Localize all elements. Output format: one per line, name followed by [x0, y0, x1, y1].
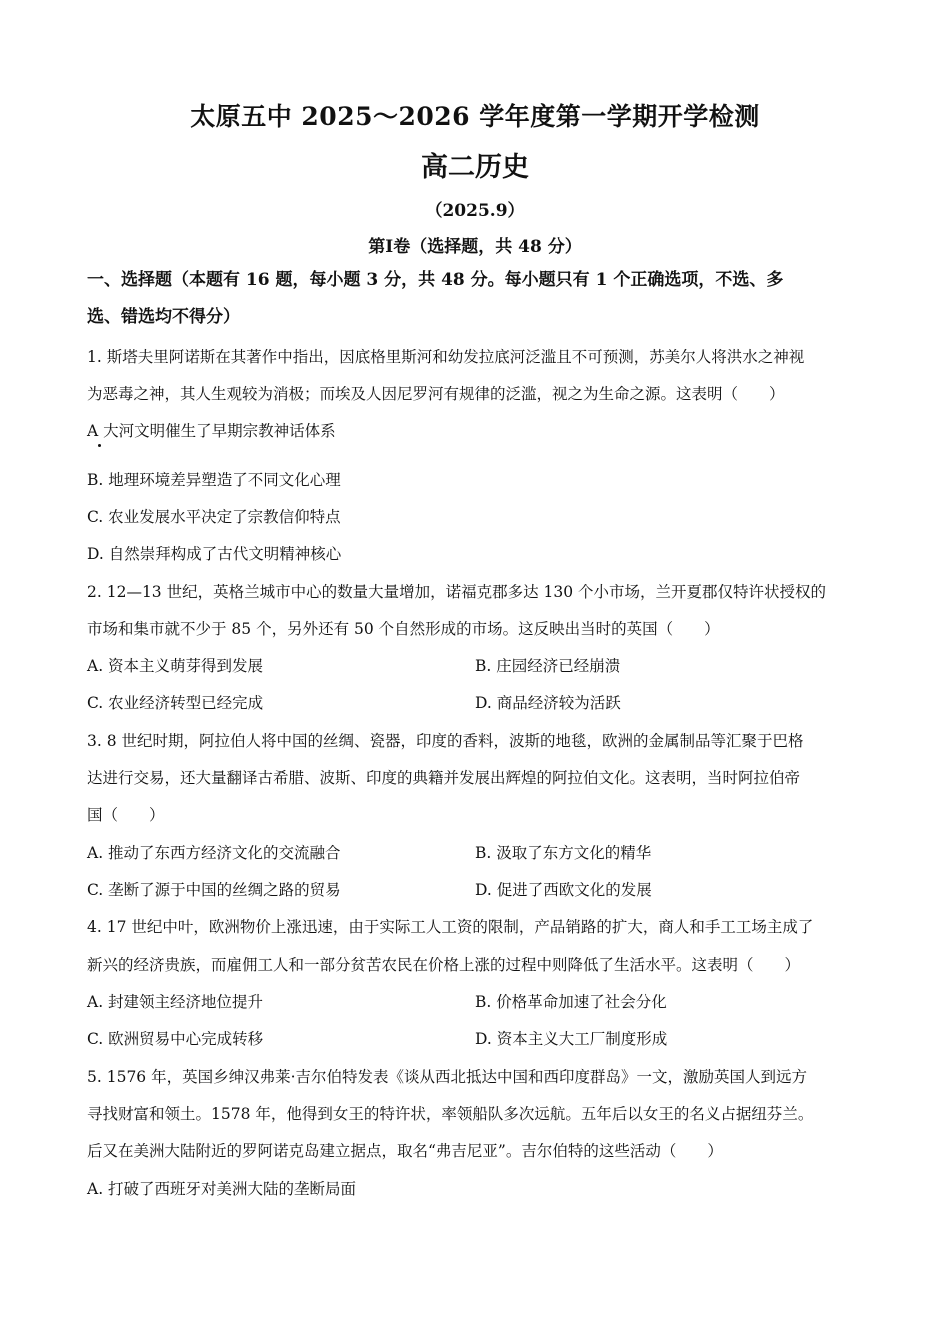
question-5-text: 寻找财富和领土。1578 年，他得到女王的特许状，率领船队多次远航。五年后以女王的名义占据纽芬兰。	[87, 1105, 814, 1123]
question-3-text: 3. 8 世纪时期，阿拉伯人将中国的丝绸、瓷器，印度的香料，波斯的地毯，欧洲的金属制品等汇聚于巴格	[87, 732, 804, 750]
question-4-option-c: C. 欧洲贸易中心完成转移	[87, 1030, 264, 1048]
option-marker-dot	[98, 444, 101, 447]
question-5-text: 后又在美洲大陆附近的罗阿诺克岛建立据点，取名“弗吉尼亚”。吉尔伯特的这些活动（ ）	[87, 1142, 723, 1160]
question-2-option-b: B. 庄园经济已经崩溃	[475, 657, 621, 675]
subject-title: 高二历史	[421, 152, 529, 183]
question-1-text: 为恶毒之神，其人生观较为消极；而埃及人因尼罗河有规律的泛滥，视之为生命之源。这表明（ ）	[87, 385, 785, 403]
section-heading	[87, 262, 867, 336]
volume-heading: 第Ⅰ卷（选择题，共 48 分）	[368, 237, 582, 257]
section-heading-line: 选、错选均不得分）	[87, 307, 240, 327]
exam-date: （2025.9）	[425, 201, 525, 221]
exam-title: 太原五中 2025～2026 学年度第一学期开学检测	[190, 102, 760, 131]
question-2-text: 市场和集市就不少于 85 个，另外还有 50 个自然形成的市场。这反映出当时的英国（ ）	[87, 620, 720, 638]
question-3-option-c: C. 垄断了源于中国的丝绸之路的贸易	[87, 881, 341, 899]
section-heading-line: 一、选择题（本题有 16 题，每小题 3 分，共 48 分。每小题只有 1 个正确选项，不选、多	[87, 270, 784, 290]
question-5-text: 5. 1576 年，英国乡绅汉弗莱·吉尔伯特发表《谈从西北抵达中国和西印度群岛》一文，激励英国人到远方	[87, 1068, 808, 1086]
question-2-option-c: C. 农业经济转型已经完成	[87, 694, 264, 712]
question-4-option-d: D. 资本主义大工厂制度形成	[475, 1030, 668, 1048]
question-1-option-a: A 大河文明催生了早期宗教神话体系	[87, 422, 336, 440]
question-4-text: 新兴的经济贵族，而雇佣工人和一部分贫苦农民在价格上涨的过程中则降低了生活水平。这表明（ ）	[87, 956, 801, 974]
question-4-option-b: B. 价格革命加速了社会分化	[475, 993, 667, 1011]
question-1-text: 1. 斯塔夫里阿诺斯在其著作中指出，因底格里斯河和幼发拉底河泛滥且不可预测，苏美尔人将洪水之神视	[87, 348, 805, 366]
question-1-option-b: B. 地理环境差异塑造了不同文化心理	[87, 471, 341, 489]
question-2-text: 2. 12—13 世纪，英格兰城市中心的数量大量增加，诺福克郡多达 130 个小市场，兰开夏郡仅特许状授权的	[87, 583, 827, 601]
question-3-text: 国（ ）	[87, 806, 165, 824]
question-3-option-d: D. 促进了西欧文化的发展	[475, 881, 652, 899]
question-4-text: 4. 17 世纪中叶，欧洲物价上涨迅速，由于实际工人工资的限制，产品销路的扩大，商人和手工工场主成了	[87, 918, 814, 936]
question-5-option-a: A. 打破了西班牙对美洲大陆的垄断局面	[87, 1180, 357, 1198]
question-3-text: 达进行交易，还大量翻译古希腊、波斯、印度的典籍并发展出辉煌的阿拉伯文化。这表明，当时阿拉伯帝	[87, 769, 801, 787]
question-4-option-a: A. 封建领主经济地位提升	[87, 993, 264, 1011]
question-1-option-d: D. 自然崇拜构成了古代文明精神核心	[87, 545, 342, 563]
question-2-option-a: A. 资本主义萌芽得到发展	[87, 657, 264, 675]
question-1-option-c: C. 农业发展水平决定了宗教信仰特点	[87, 508, 341, 526]
question-2-option-d: D. 商品经济较为活跃	[475, 694, 621, 712]
question-3-option-b: B. 汲取了东方文化的精华	[475, 844, 652, 862]
question-3-option-a: A. 推动了东西方经济文化的交流融合	[87, 844, 341, 862]
